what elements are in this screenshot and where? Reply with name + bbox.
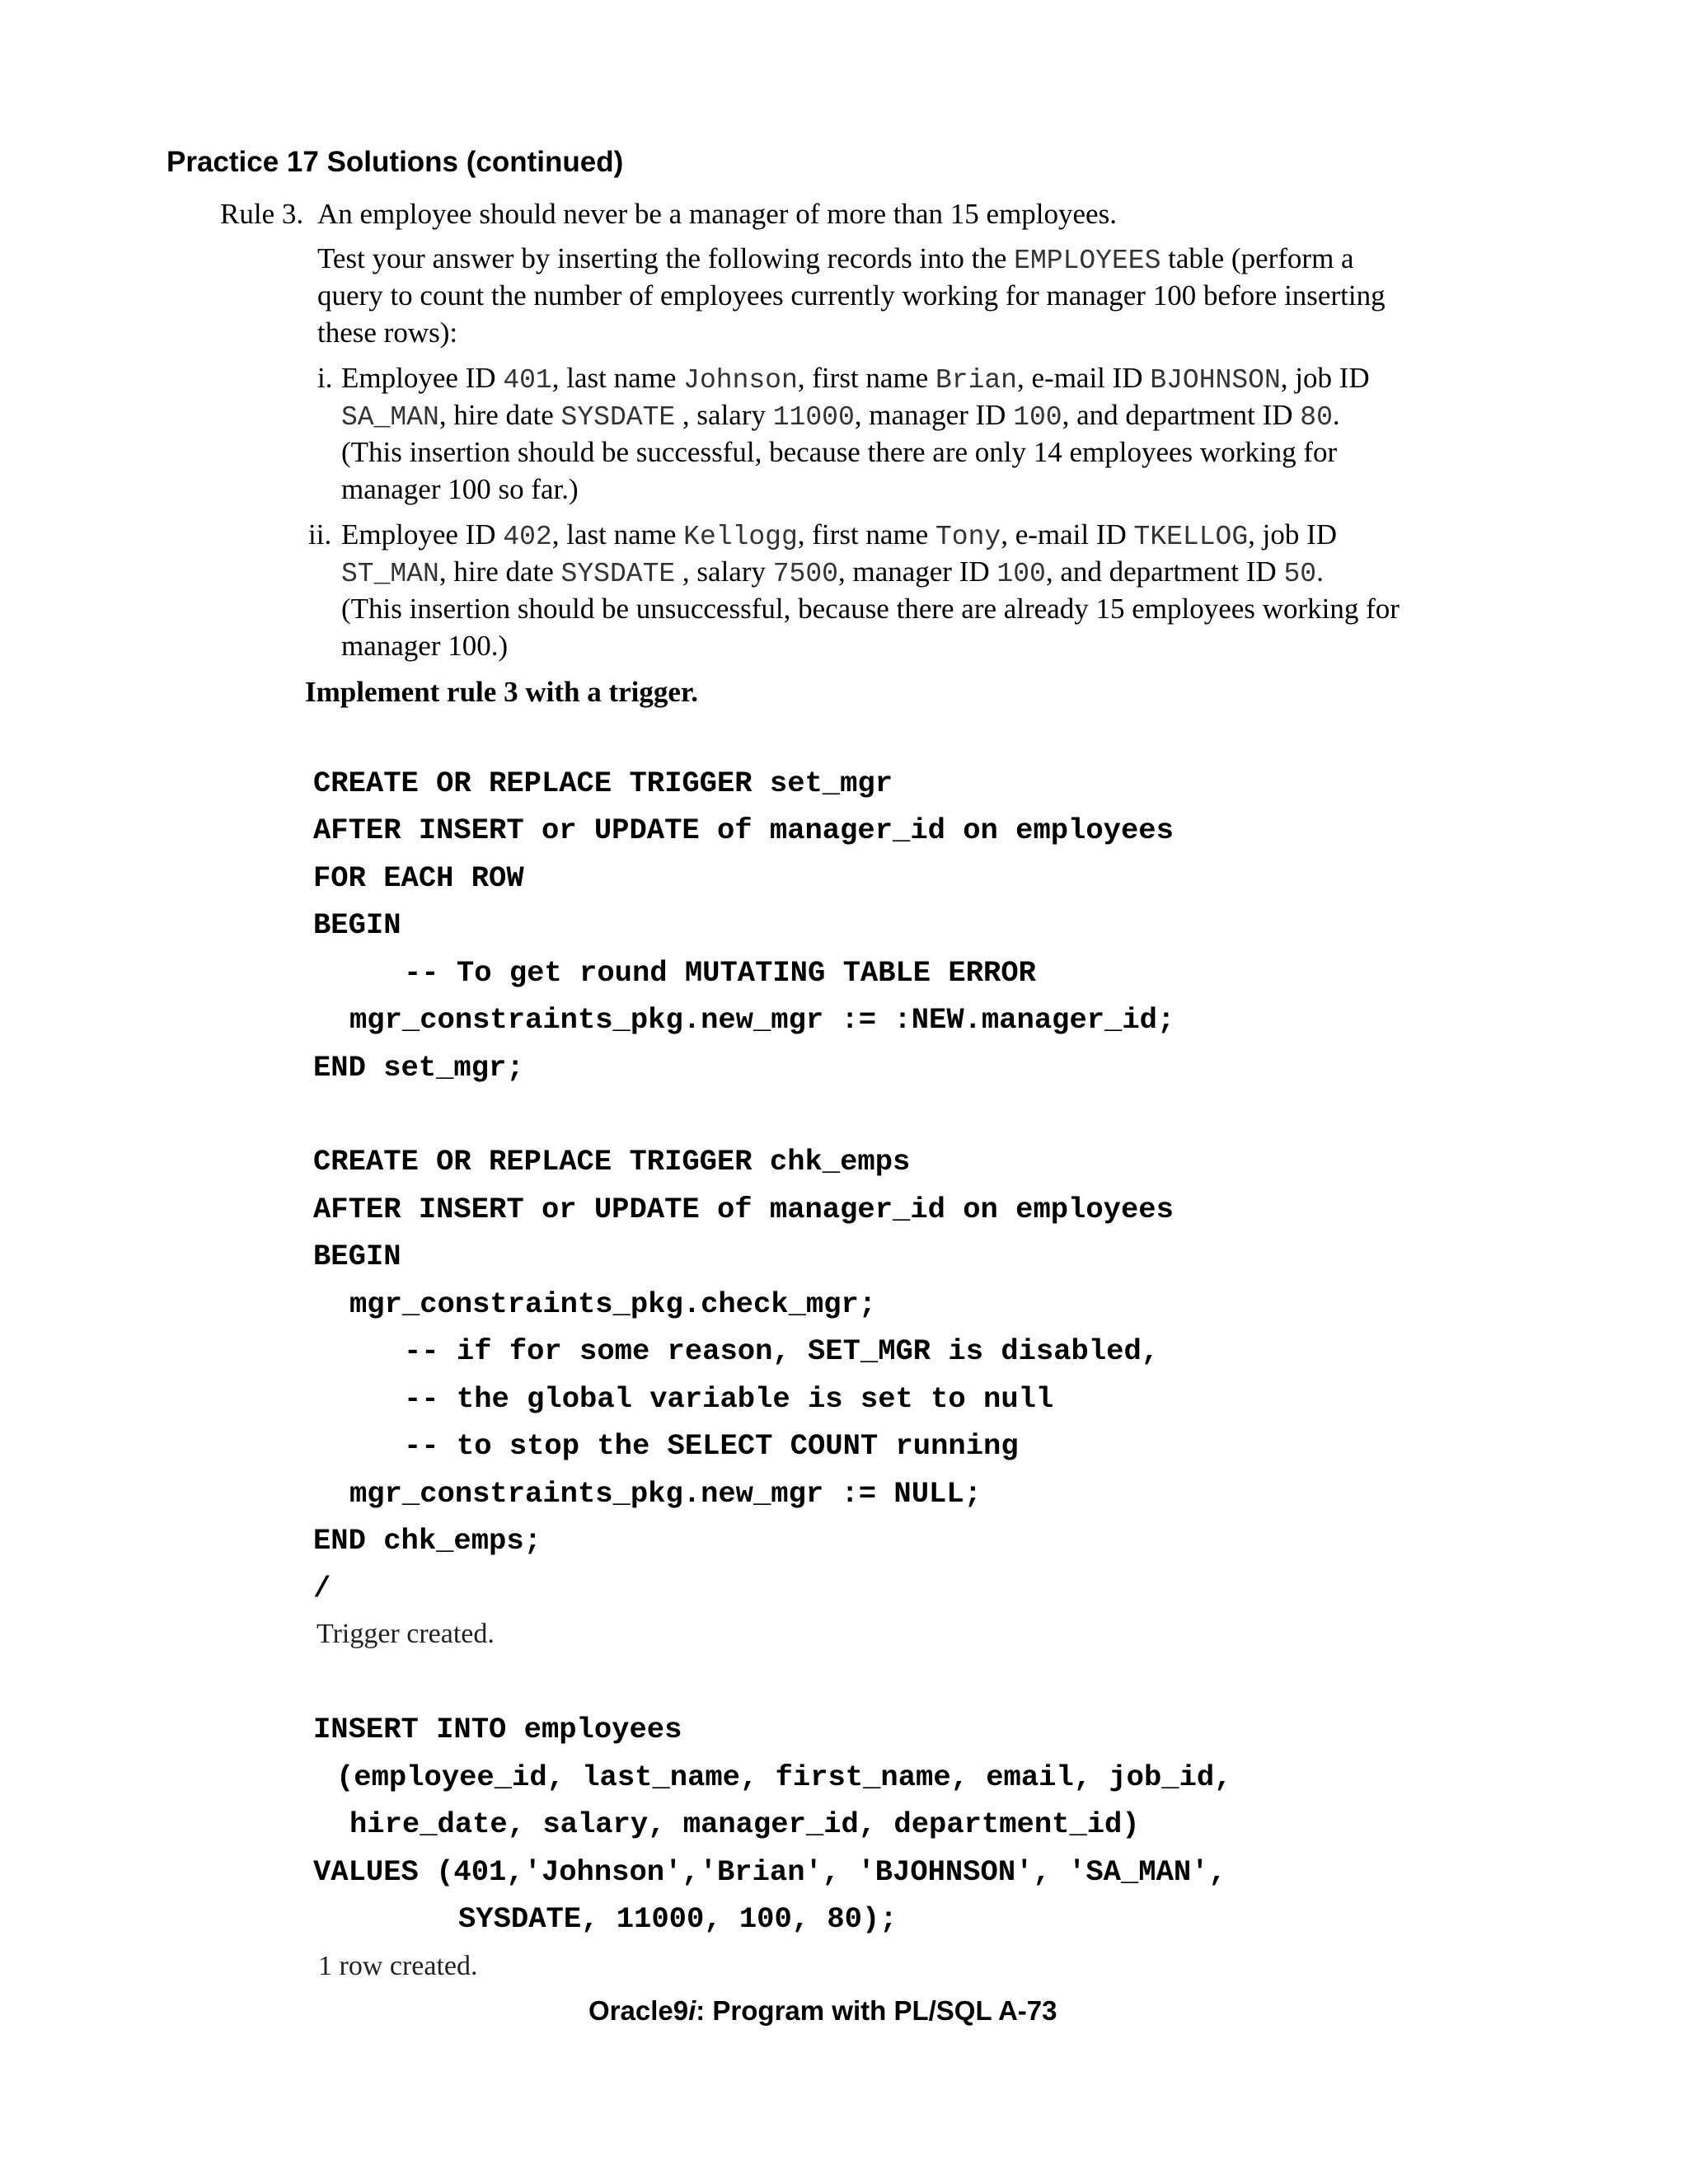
inline-text: Employee ID [341,362,504,394]
item-ii-line-2 [341,553,1324,593]
inline-code: TKELLOG [1133,522,1249,552]
code-line: mgr_constraints_pkg.new_mgr := NULL; [349,1477,982,1511]
inline-code: 11000 [772,402,855,433]
inline-text: . [1332,399,1340,431]
rule-text: An employee should never be a manager of more than 15 employees. [317,198,1117,230]
inline-text: , and department ID [1062,399,1301,431]
inline-code: ST_MAN [341,559,439,589]
inline-text: , e-mail ID [1017,362,1151,394]
item-i-line-1 [341,359,1370,399]
rule-label: Rule 3. [220,198,304,230]
footer-italic: i [688,1995,696,2026]
inline-code: 100 [996,559,1046,589]
code-comment: -- To get round MUTATING TABLE ERROR [404,956,1036,990]
inline-code: Brian [935,365,1017,396]
item-marker-ii: ii. [308,518,332,551]
implement-heading: Implement rule 3 with a trigger. [305,676,698,708]
code-line: BEGIN [313,1240,401,1273]
inline-code: SYSDATE [560,559,676,589]
inline-code: SA_MAN [341,402,439,433]
inline-code: 80 [1300,402,1333,433]
code-line: CREATE OR REPLACE TRIGGER chk_emps [313,1145,911,1179]
code-line: mgr_constraints_pkg.check_mgr; [349,1287,877,1321]
inline-text: , last name [551,362,684,394]
code-line: SYSDATE, 11000, 100, 80); [458,1902,898,1936]
inline-text: , manager ID [854,399,1014,431]
code-line: VALUES (401,'Johnson','Brian', 'BJOHNSON', 'SA_MAN', [313,1855,1226,1889]
inline-text: , hire date [438,399,561,431]
code-comment: -- the global variable is set to null [404,1382,1054,1416]
instruction-text: table (perform a [1160,242,1354,274]
inline-text: , manager ID [837,555,997,588]
inline-text: , and department ID [1045,555,1284,588]
table-name-code: EMPLOYEES [1014,246,1161,276]
item-ii-note-1: (This insertion should be unsuccessful, because there are already 15 employees working for [341,593,1400,625]
instruction-line-3: these rows): [317,316,458,349]
inline-code: 402 [503,522,552,552]
inline-text: , salary [675,555,773,588]
footer-text: Oracle9 [588,1995,689,2026]
code-line: FOR EACH ROW [313,861,524,895]
inline-text: , e-mail ID [1001,518,1134,551]
instruction-line-1 [317,240,1354,279]
inline-text: Employee ID [341,518,504,551]
code-line: hire_date, salary, manager_id, department_id) [349,1807,1140,1841]
item-ii-note-2: manager 100.) [341,630,509,662]
row-created-output: 1 row created. [318,1951,478,1981]
inline-code: 100 [1013,402,1062,433]
inline-text: , salary [675,399,773,431]
inline-code: Tony [935,522,1001,552]
inline-code: SYSDATE [560,402,676,433]
item-ii-line-1 [341,516,1337,555]
inline-code: Kellogg [683,522,798,552]
code-line: END set_mgr; [313,1051,524,1085]
inline-text: , hire date [438,555,561,588]
item-i-note-2: manager 100 so far.) [341,473,579,505]
inline-text: , first name [797,362,935,394]
instruction-line-2: query to count the number of employees currently working for manager 100 before inserting [317,279,1386,312]
inline-text: , job ID [1280,362,1370,394]
inline-text: , last name [551,518,684,551]
item-i-note-1: (This insertion should be successful, because there are only 14 employees working for [341,436,1338,468]
page-heading: Practice 17 Solutions (continued) [166,146,624,178]
code-line: mgr_constraints_pkg.new_mgr := :NEW.manager_id; [349,1003,1175,1037]
footer-text: : Program with PL/SQL A-73 [696,1995,1057,2026]
code-line: (employee_id, last_name, first_name, email, job_id, [336,1760,1232,1794]
code-line: CREATE OR REPLACE TRIGGER set_mgr [313,766,893,800]
inline-text: . [1316,555,1324,588]
inline-text: , job ID [1248,518,1338,551]
code-comment: -- to stop the SELECT COUNT running [404,1429,1019,1463]
inline-code: 7500 [772,559,838,589]
inline-code: 401 [503,365,552,396]
inline-text: , first name [797,518,935,551]
code-line: BEGIN [313,908,401,942]
inline-code: 50 [1283,559,1317,589]
code-line: / [313,1572,331,1605]
inline-code: Johnson [683,365,798,396]
code-line: INSERT INTO employees [313,1713,682,1746]
code-line: AFTER INSERT or UPDATE of manager_id on employees [313,813,1174,847]
page-footer [588,1995,1057,2027]
trigger-created-output: Trigger created. [316,1619,495,1649]
item-marker-i: i. [317,362,333,394]
item-i-line-2 [341,396,1340,436]
inline-code: BJOHNSON [1150,365,1281,396]
code-comment: -- if for some reason, SET_MGR is disabled, [404,1334,1160,1368]
instruction-text: Test your answer by inserting the following records into the [317,242,1015,274]
code-line: AFTER INSERT or UPDATE of manager_id on employees [313,1193,1174,1226]
code-line: END chk_emps; [313,1524,542,1558]
